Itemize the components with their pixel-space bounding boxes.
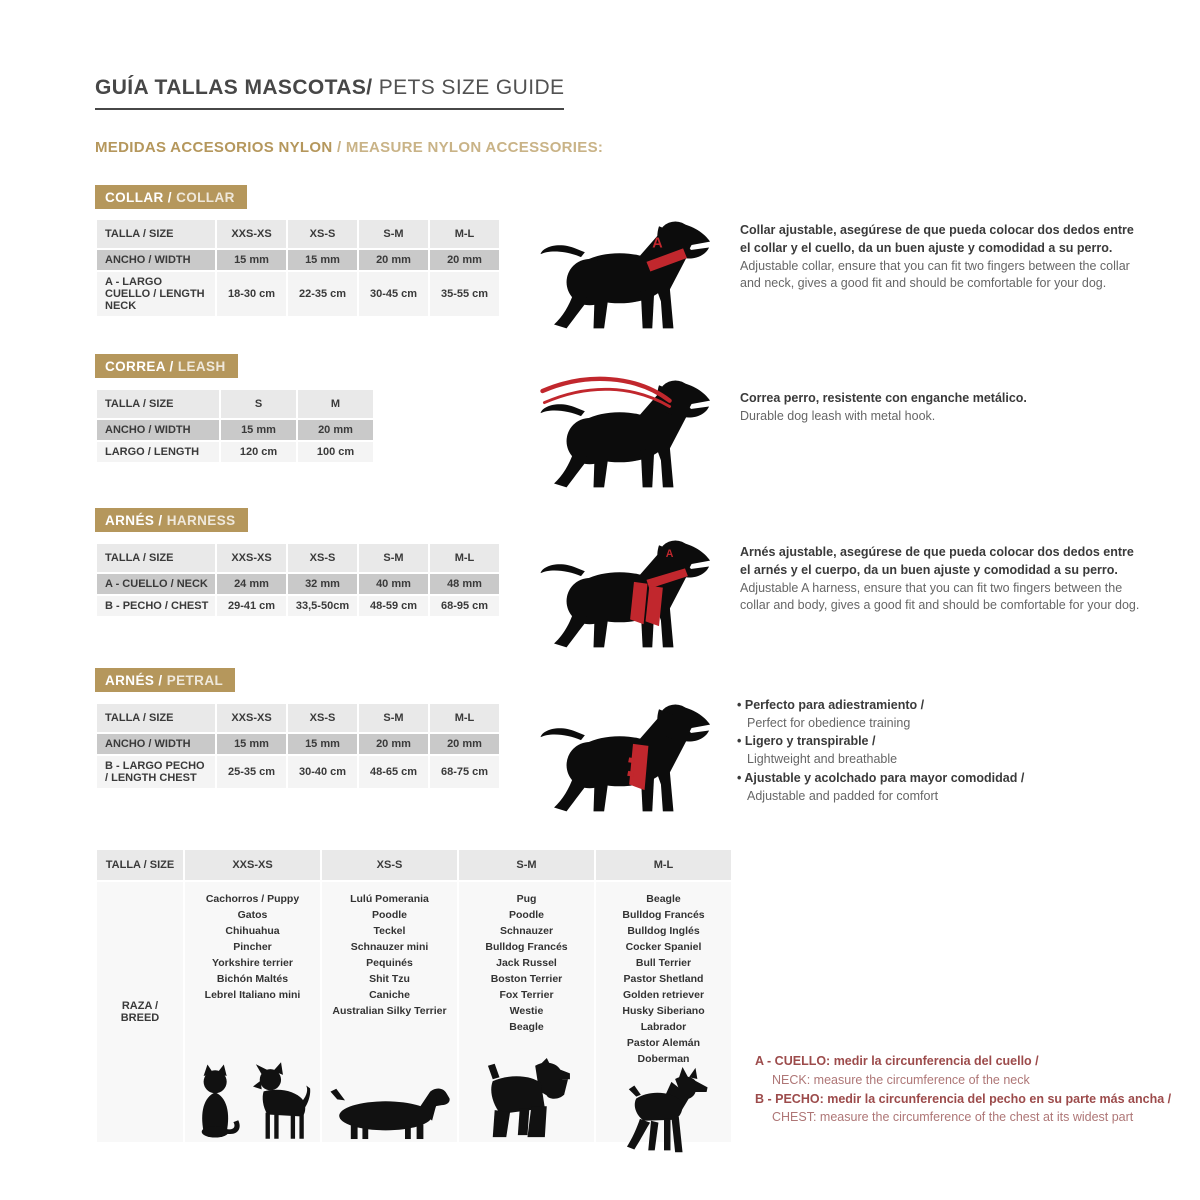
feature-en: Lightweight and breathable: [747, 752, 898, 767]
harness-desc-en: Adjustable A harness, ensure that you can fit two fingers between the collar and body, gives a good fit and should be comfortable for your dog.: [740, 580, 1140, 613]
leash-size-table: [95, 388, 375, 464]
table-header-cell: XXS-XS: [184, 849, 321, 881]
breed-column-xxs-xs: [184, 881, 321, 1143]
table-header-cell: M-L: [429, 703, 500, 733]
breed-column-s-m: [458, 881, 595, 1143]
breed-animals: [615, 1067, 713, 1155]
dog-with-harness-icon: [533, 526, 733, 656]
table-row-label: LARGO / LENGTH: [96, 441, 220, 463]
dog-with-collar-icon: [533, 207, 733, 337]
table-cell: 30-45 cm: [358, 271, 429, 317]
table-cell: 35-55 cm: [429, 271, 500, 317]
table-header-cell: S: [220, 389, 297, 419]
table-header-cell: M-L: [595, 849, 732, 881]
table-cell: 20 mm: [429, 249, 500, 271]
table-header-cell: M-L: [429, 543, 500, 573]
table-cell: 15 mm: [216, 249, 287, 271]
table-header-cell: XXS-XS: [216, 543, 287, 573]
note-en: NECK: measure the circumference of the neck: [772, 1072, 1030, 1087]
feature-en: Perfect for obedience training: [747, 716, 911, 731]
collar-size-table: [95, 218, 501, 318]
cat-silhouette-icon: [194, 1062, 244, 1140]
table-cell: 25-35 cm: [216, 755, 287, 789]
table-header-cell: XS-S: [287, 703, 358, 733]
note-neck: [755, 1052, 1189, 1090]
table-row-label: A - LARGO CUELLO / LENGTH NECK: [96, 271, 216, 317]
table-cell: 100 cm: [297, 441, 374, 463]
table-header-cell: TALLA / SIZE: [96, 543, 216, 573]
harness-A-label: A: [665, 547, 674, 560]
feature-es: • Ajustable y acolchado para mayor comodidad /: [737, 769, 1157, 787]
breed-column-m-l: [595, 881, 732, 1143]
harness-size-table: [95, 542, 501, 618]
page-title-en: PETS SIZE GUIDE: [372, 76, 565, 99]
feature-item: [737, 769, 1157, 805]
table-header-cell: M: [297, 389, 374, 419]
leash-desc-es: Correa perro, resistente con enganche metálico.: [740, 391, 1027, 405]
breed-row-label: RAZA / BREED: [96, 881, 184, 1143]
feature-en: Adjustable and padded for comfort: [747, 788, 939, 803]
table-header-cell: XXS-XS: [216, 219, 287, 249]
dachshund-silhouette-icon: [329, 1080, 451, 1140]
breed-animals: [329, 1080, 451, 1140]
table-header-cell: XXS-XS: [216, 703, 287, 733]
dog-with-petral-icon: [533, 690, 733, 820]
note-chest: [755, 1090, 1189, 1128]
table-cell: 33,5-50cm: [287, 595, 358, 617]
collar-desc-en: Adjustable collar, ensure that you can fit two fingers between the collar and neck, gives a good fit and should be comfortable for your dog.: [740, 258, 1130, 291]
breed-list: Lulú Pomerania Poodle Teckel Schnauzer mini Pequinés Shit Tzu Caniche Australian Silky Terrier: [332, 893, 447, 1017]
page-title: [95, 76, 564, 110]
leash-desc-en: Durable dog leash with metal hook.: [740, 408, 936, 423]
badge-label-en: COLLAR: [171, 190, 235, 205]
table-header-cell: S-M: [458, 849, 595, 881]
table-cell: 32 mm: [287, 573, 358, 595]
table-header-cell: S-M: [358, 703, 429, 733]
badge-label-es: CORREA /: [105, 359, 174, 374]
table-cell: 29-41 cm: [216, 595, 287, 617]
table-header-cell: XS-S: [287, 543, 358, 573]
table-row-label: ANCHO / WIDTH: [96, 249, 216, 271]
badge-label-es: COLLAR /: [105, 190, 172, 205]
table-row-label: B - PECHO / CHEST: [96, 595, 216, 617]
table-header-cell: TALLA / SIZE: [96, 219, 216, 249]
table-row-label: ANCHO / WIDTH: [96, 733, 216, 755]
table-cell: 20 mm: [429, 733, 500, 755]
schnauzer-silhouette-icon: [481, 1058, 573, 1140]
table-cell: 68-95 cm: [429, 595, 500, 617]
table-cell: 20 mm: [297, 419, 374, 441]
note-es: A - CUELLO: medir la circunferencia del cuello /: [755, 1054, 1039, 1068]
table-header-cell: S-M: [358, 543, 429, 573]
breed-size-table: [95, 848, 733, 1144]
table-header-cell: TALLA / SIZE: [96, 849, 184, 881]
table-cell: 24 mm: [216, 573, 287, 595]
table-cell: 20 mm: [358, 733, 429, 755]
feature-item: [737, 732, 1157, 768]
collar-A-label: A: [652, 235, 663, 252]
table-cell: 120 cm: [220, 441, 297, 463]
breed-list: Pug Poodle Schnauzer Bulldog Francés Jack Russel Boston Terrier Fox Terrier Westie Beagle: [485, 893, 568, 1033]
badge-label-en: HARNESS: [162, 513, 236, 528]
chihuahua-silhouette-icon: [252, 1062, 312, 1140]
breed-animals: [481, 1058, 573, 1140]
harness-description: [740, 544, 1144, 615]
dog-with-leash-icon: [533, 366, 733, 496]
page-subtitle: [95, 139, 603, 156]
doberman-silhouette-icon: [615, 1067, 713, 1155]
red-petral-buckle: [628, 757, 635, 763]
breed-animals: [194, 1062, 312, 1140]
page-subtitle-en: / MEASURE NYLON ACCESSORIES:: [336, 139, 604, 156]
leash-description: [740, 390, 1144, 426]
table-cell: 15 mm: [287, 733, 358, 755]
table-cell: 15 mm: [216, 733, 287, 755]
harness-desc-es: Arnés ajustable, asegúrese de que pueda colocar dos dedos entre el arnés y el cuerpo, da un buen ajuste y comodidad a su perro.: [740, 545, 1134, 577]
page-subtitle-es: MEDIDAS ACCESORIOS NYLON: [95, 139, 337, 156]
badge-label-en: PETRAL: [162, 673, 224, 688]
table-cell: 15 mm: [287, 249, 358, 271]
badge-label-es: ARNÉS /: [105, 673, 163, 688]
breed-list: Beagle Bulldog Francés Bulldog Inglés Cocker Spaniel Bull Terrier Pastor Shetland Golden retriever Husky Siberiano Labrador Pastor Alemán Doberman: [622, 893, 705, 1065]
table-header-cell: S-M: [358, 219, 429, 249]
table-header-cell: TALLA / SIZE: [96, 389, 220, 419]
badge-label-en: LEASH: [173, 359, 226, 374]
table-cell: 18-30 cm: [216, 271, 287, 317]
collar-desc-es: Collar ajustable, asegúrese de que pueda colocar dos dedos entre el collar y el cuello, da un buen ajuste y comodidad a su perro.: [740, 223, 1134, 255]
petral-feature-list: [737, 696, 1157, 805]
petral-size-table: [95, 702, 501, 790]
table-header-cell: XS-S: [287, 219, 358, 249]
note-en: CHEST: measure the circumference of the chest at its widest part: [772, 1110, 1134, 1125]
leash-section-badge: [95, 354, 238, 378]
note-es: B - PECHO: medir la circunferencia del pecho en su parte más ancha /: [755, 1091, 1172, 1106]
red-petral-buckle: [627, 771, 634, 777]
measurement-notes: [755, 1052, 1189, 1127]
table-row-label: ANCHO / WIDTH: [96, 419, 220, 441]
table-cell: 30-40 cm: [287, 755, 358, 789]
badge-label-es: ARNÉS /: [105, 513, 163, 528]
table-cell: 48-65 cm: [358, 755, 429, 789]
table-header-cell: TALLA / SIZE: [96, 703, 216, 733]
table-cell: 22-35 cm: [287, 271, 358, 317]
table-cell: 20 mm: [358, 249, 429, 271]
feature-es: • Perfecto para adiestramiento /: [737, 696, 1157, 714]
table-cell: 40 mm: [358, 573, 429, 595]
table-cell: 48-59 cm: [358, 595, 429, 617]
table-header-cell: XS-S: [321, 849, 458, 881]
table-cell: 68-75 cm: [429, 755, 500, 789]
breed-column-xs-s: [321, 881, 458, 1143]
table-cell: 15 mm: [220, 419, 297, 441]
table-cell: 48 mm: [429, 573, 500, 595]
collar-description: [740, 222, 1144, 293]
table-row-label: B - LARGO PECHO / LENGTH CHEST: [96, 755, 216, 789]
collar-section-badge: [95, 185, 247, 209]
table-header-cell: M-L: [429, 219, 500, 249]
petral-section-badge: [95, 668, 235, 692]
table-row-label: A - CUELLO / NECK: [96, 573, 216, 595]
page-title-es: GUÍA TALLAS MASCOTAS/: [95, 76, 373, 99]
harness-section-badge: [95, 508, 248, 532]
breed-list: Cachorros / Puppy Gatos Chihuahua Pincher Yorkshire terrier Bichón Maltés Lebrel Italiano mini: [204, 893, 301, 1001]
feature-item: [737, 696, 1157, 732]
feature-es: • Ligero y transpirable /: [737, 732, 1157, 750]
